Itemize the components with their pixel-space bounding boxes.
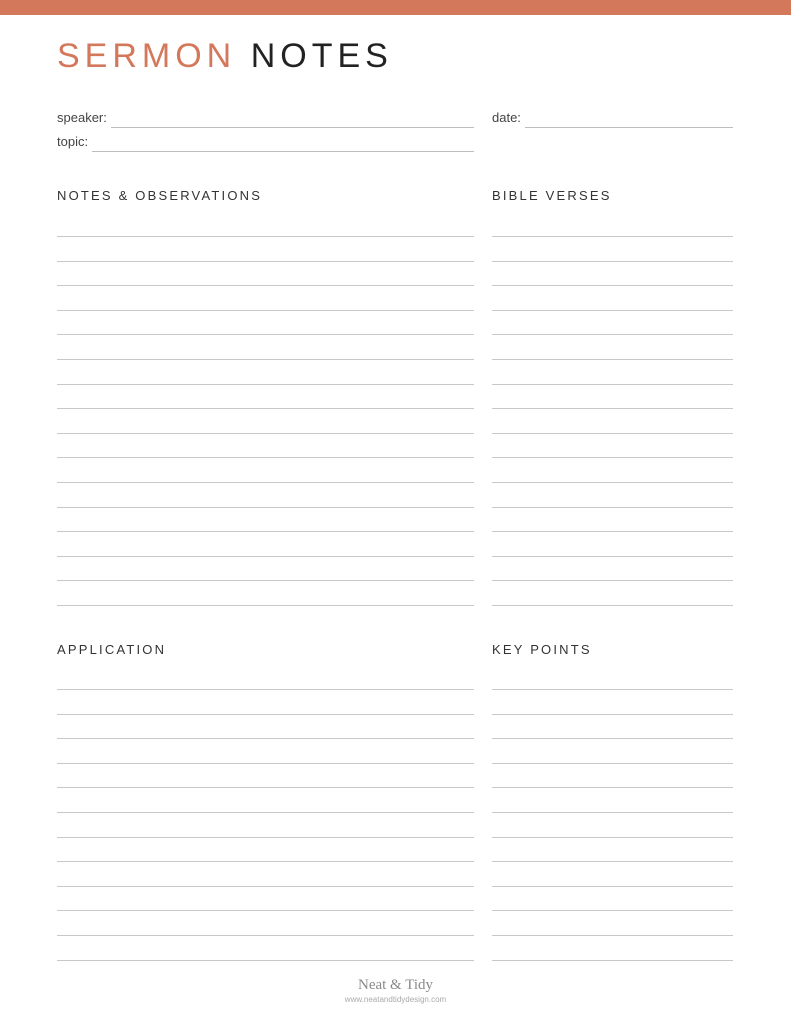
topic-label: topic: — [57, 134, 89, 149]
ruled-line[interactable] — [492, 837, 733, 838]
ruled-line[interactable] — [57, 738, 474, 739]
ruled-line[interactable] — [492, 787, 733, 788]
ruled-line[interactable] — [492, 960, 733, 961]
ruled-line[interactable] — [492, 935, 733, 936]
ruled-line[interactable] — [57, 886, 474, 887]
notes-section-title: NOTES & OBSERVATIONS — [57, 188, 263, 203]
ruled-line[interactable] — [492, 812, 733, 813]
ruled-line[interactable] — [492, 886, 733, 887]
ruled-line[interactable] — [492, 738, 733, 739]
ruled-line[interactable] — [492, 714, 733, 715]
ruled-line[interactable] — [57, 787, 474, 788]
ruled-line[interactable] — [492, 910, 733, 911]
ruled-line[interactable] — [57, 910, 474, 911]
verses-section-title: BIBLE VERSES — [492, 188, 612, 203]
ruled-line[interactable] — [57, 714, 474, 715]
speaker-label: speaker: — [57, 110, 107, 125]
ruled-line[interactable] — [57, 812, 474, 813]
ruled-line[interactable] — [492, 763, 733, 764]
footer-brand-logo: Neat & Tidy — [357, 977, 433, 993]
footer-url[interactable]: www.neatandtidydesign.com — [344, 995, 447, 1004]
date-label: date: — [492, 110, 521, 125]
ruled-line[interactable] — [57, 960, 474, 961]
ruled-line[interactable] — [57, 935, 474, 936]
ruled-line[interactable] — [492, 689, 733, 690]
key-points-section-title: KEY POINTS — [492, 642, 592, 657]
application-section-title: APPLICATION — [57, 642, 167, 657]
ruled-line[interactable] — [57, 689, 474, 690]
key-points-lines[interactable] — [492, 0, 733, 1024]
ruled-line[interactable] — [57, 763, 474, 764]
application-lines[interactable] — [57, 0, 474, 1024]
ruled-line[interactable] — [57, 861, 474, 862]
ruled-line[interactable] — [57, 837, 474, 838]
ruled-line[interactable] — [492, 861, 733, 862]
title-part-notes: NOTES — [250, 37, 393, 75]
title-part-sermon: SERMON — [57, 37, 237, 75]
